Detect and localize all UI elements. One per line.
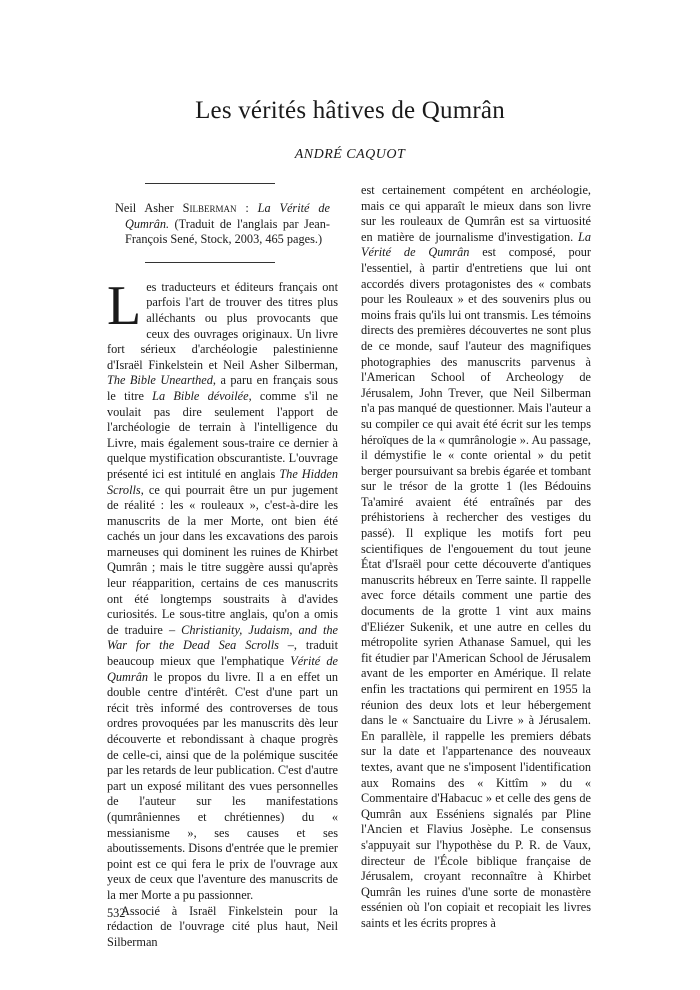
reviewed-author-last: Silberman xyxy=(182,201,237,215)
reviewed-book-reference: Neil Asher Silberman : La Vérité de Qumrân. (Traduit de l'anglais par Jean-François Sené, Stock, 2003, 465 pages.) xyxy=(115,201,330,247)
paragraph-1: Les traducteurs et éditeurs français ont parfois l'art de trouver des titres plus alléchants ou plus provocants que ceux des ouvrages originaux. Un livre fort sérieux d'archéologie palestinienne d'Israël Finkelstein et Neil Asher Silberman, The Bible Unearthed, a paru en français sous le titre La Bible dévoilée, comme s'il ne voulait pas dire seulement l'apport de l'archéologie de terrain à l'intelligence du Livre, mais également sous-traire ce dernier à quelque mystification obscurantiste. L'ouvrage présenté ici est intitulé en anglais The Hidden Scrolls, ce qui pourrait être un pur jugement de réalité : les « rouleaux », c'est-à-dire les manuscrits de la mer Morte, ont bien été cachés un jour dans les excavations des parois marneuses qui dominent les ruines de Khirbet Qumrân ; mais le titre suggère aussi qu'après leur réapparition, certains de ces manuscrits ont été longtemps soustraits à d'avides curiosités. Le sous-titre anglais, qu'on a omis de traduire – Christianity, Judaism, and the War for the Dead Sea Scrolls –, traduit beaucoup mieux que l'emphatique Vérité de Qumrân le propos du livre. Il a en effet un double centre d'intérêt. C'est d'une part un récit très informé des controverses de tous ordres provoquées par les manuscrits dès leur découverte et rebondissant à chaque progrès de celle-ci, ainsi que de la polémique suscitée par les retards de leur publication. C'est d'autre part un exposé militant des vues personnelles de l'auteur sur les manifestations (qumrâniennes et chrétiennes) du « messianisme », ses causes et ses aboutissements. Disons d'entrée que le premier point est ce qui fera le prix de l'ouvrage aux yeux de ceux que l'aventure des manuscrits de la mer Morte a pu passionner. xyxy=(107,274,339,902)
reviewed-author-first: Neil Asher xyxy=(115,201,174,215)
left-column xyxy=(107,183,338,950)
review-box-top-rule xyxy=(145,183,275,184)
reviewed-publication: (Traduit de l'anglais par Jean-François Sené, Stock, 2003, 465 pages.) xyxy=(125,216,330,247)
reviewed-work-title: La Vérité de Qumrân. xyxy=(125,201,330,231)
review-box-bottom-rule xyxy=(145,262,275,263)
article-title: Les vérités hâtives de Qumrân xyxy=(195,97,505,124)
article-author: ANDRÉ CAQUOT xyxy=(294,147,406,162)
paragraph-2: Associé à Israël Finkelstein pour la rédaction de l'ouvrage cité plus haut, Neil Silberman xyxy=(107,903,338,949)
paragraph-3: est certainement compétent en archéologie, mais ce qui apparaît le mieux dans son livre sur les rouleaux de Qumrân est sa virtuosité en matière de journalisme d'investigation. La Vérité de Qumrân est composé, pour l'essentiel, à partir d'entretiens que lui ont accordés divers protagonistes des « combats pour les Rouleaux » et des souvenirs plus ou moins frais qu'ils lui ont transmis. Les témoins directs des premières découvertes ne sont plus de ce monde, sauf l'auteur des magnifiques photographies des manuscrits parvenus à l'American School of Archeology de Jérusalem, John Trever, que Neil Silberman n'a pas manqué de questionner. Mais l'auteur a su compiler ce qui avait été écrit sur les temps héroïques de la « qumrânologie ». Au passage, il démystifie le « conte oriental » du petit berger poursuivant sa brebis égarée et tombant sur le trésor de la grotte 1 (les Bédouins Ta'amiré avaient été entraînés par des préhistoriens à rechercher des vestiges du passé). Il explique les motifs fort peu scientifiques de l'engouement du tout jeune État d'Israël pour cette découverte d'antiques manuscrits hébreux en Terre sainte. Il rappelle avec force détails comment une partie des documents de la grotte 1 vint aux mains d'Eliézer Sukenik, et une autre en celles du métropolite syrien Athanase Samuel, qui les fit étudier par l'American School de Jérusalem avant de les emporter en Amérique. Il relate enfin les tractations qui permirent en 1955 la réunion des deux lots et leur hébergement dans le « Sanctuaire du Livre » à Jérusalem. En parallèle, il rappelle les premiers débats sur la date et l'appartenance des nouveaux textes, avant que ne s'imposent l'identification aux Romains des « Kittîm » du « Commentaire d'Habacuc » et celle des gens de Qumrân aux Esséniens signalés par Pline l'Ancien et Flavius Josèphe. Le consensus s'appuyait sur l'hypothèse du P. R. de Vaux, directeur de l'École biblique française de Jérusalem, croyant reconnaître à Khirbet Qumrân les ruines d'une sorte de monastère essénien où l'on copiait et recopiait les livres saints et les écrits propres à xyxy=(361,183,591,930)
page-number: 532 xyxy=(107,906,126,920)
drop-cap: L xyxy=(107,274,142,337)
right-column xyxy=(361,183,591,932)
